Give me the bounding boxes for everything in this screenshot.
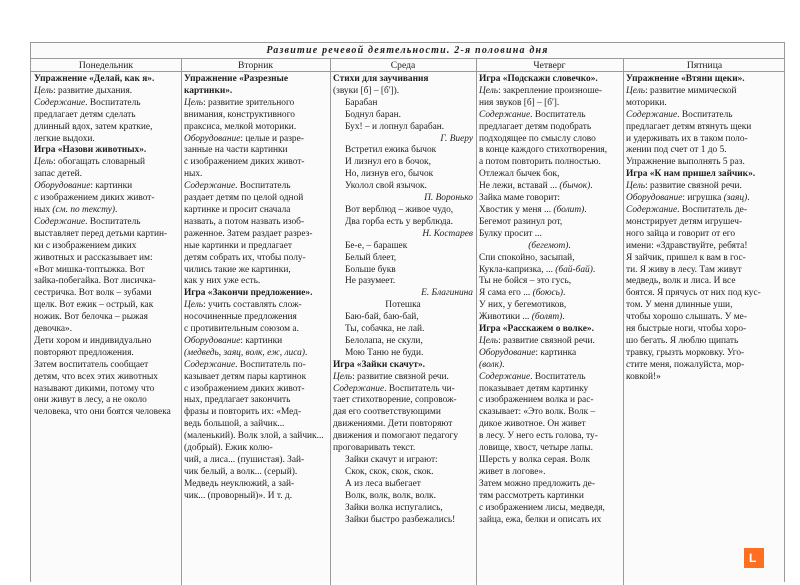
table-title: Развитие речевой деятельности. 2-я половина дня <box>31 43 784 59</box>
text-line: ных (см. по тексту). <box>34 204 118 215</box>
game-title: Игра «Расскажем о волке». <box>479 324 594 335</box>
poem-line: Два горба есть у верблюда. <box>345 216 454 227</box>
text-line: Содержание. Воспитатель де- <box>626 204 747 215</box>
poem-line: Белолапа, не скули, <box>345 335 423 346</box>
text-line: Зайка маме говорит: <box>479 193 561 204</box>
poem-line: Барабан <box>345 97 378 108</box>
text-line: выставляет перед детьми картин- <box>34 228 168 239</box>
text-line: зайца, ежа, белки и описать их <box>479 514 602 525</box>
text-line: моторики. <box>626 97 667 108</box>
text-line: с изображением диких живот- <box>184 383 305 394</box>
text-line: «Вот мишка-топтыжка. Вот <box>34 264 145 275</box>
game-title: Игра «Зайки скачут». <box>333 359 426 370</box>
exercise-title: Упражнение «Втяни щеки». <box>626 74 745 84</box>
text-line: Цель: развитие связной речи. <box>333 371 449 382</box>
text-line: У них, у бегемотиков, <box>479 300 567 311</box>
poem-line: Бе-е, – барашек <box>345 240 408 251</box>
poem-line: Зайки волка испугались, <box>345 502 443 513</box>
text-line: называют дикими, потому что <box>34 383 155 394</box>
text-line: Спи спокойно, засыпай, <box>479 252 575 263</box>
poem-line: Не разумеет. <box>345 276 396 287</box>
column-wednesday <box>330 73 476 585</box>
text-line: дикое животное. Он живет <box>479 419 586 430</box>
text-line: Содержание. Воспитатель <box>626 109 733 120</box>
text-line: Содержание. Воспитатель по- <box>184 359 306 370</box>
poem-line: А из леса выбегает <box>345 478 421 489</box>
text-line: Я зайчик, пришел к вам в гос- <box>626 252 746 263</box>
table-header-row <box>31 59 784 72</box>
text-line: ведь большой, а зайчик... <box>184 419 285 430</box>
game-title: Игра «Подскажи словечко». <box>479 74 598 84</box>
text-line: ножик. Вот белочка – рыжая <box>34 312 148 323</box>
text-line: Упражнение выполнять 5 раз. <box>626 157 745 168</box>
text-line: казывает детям пары картинок <box>184 371 307 382</box>
poem-line: Но, лизнув его, бычок <box>345 169 434 180</box>
text-line: Оборудование: картинки <box>34 181 133 192</box>
text-line: имени: «Здравствуйте, ребята! <box>626 240 748 251</box>
text-line: (медведь, заяц, волк, еж, лиса). <box>184 347 308 358</box>
text-line: длинный вдох, затем краткие, <box>34 121 153 132</box>
poem-line: Уколол свой язычок. <box>345 181 427 192</box>
column-thursday <box>476 73 623 585</box>
text-line: Содержание. Воспитатель чи- <box>333 383 455 394</box>
text-line: ния звуков [б] – [б']. <box>479 97 560 108</box>
poem-author: Н. Костарев <box>422 228 473 239</box>
text-line: раженное. Затем раздает разрез- <box>184 228 313 239</box>
poem-line: Зайки скачут и играют: <box>345 455 438 465</box>
text-line: Цель: развитие связной речи. <box>479 335 595 346</box>
text-line: жении под счет от 1 до 5. <box>626 145 727 156</box>
poem-author: П. Воронько <box>424 193 473 204</box>
text-line: в лесу. У него есть голова, ту- <box>479 431 598 442</box>
text-line: человека, что они боятся человека <box>34 407 171 418</box>
text-line: дая его соответствующими <box>333 407 441 418</box>
text-line: Ты не бойся – это гусь, <box>479 276 572 287</box>
text-line: сказывает: «Это волк. Волк – <box>479 407 596 418</box>
exercise-title: Упражнение «Делай, как я». <box>34 74 155 84</box>
text-line: Отлежал бычек бок, <box>479 169 560 180</box>
header-thursday: Четверг <box>533 60 566 71</box>
header-wednesday: Среда <box>390 60 416 71</box>
text-line: ня быстрые ноги, чтобы хоро- <box>626 324 747 335</box>
text-line: чий, а лиса... (пушистая). Зай- <box>184 455 305 465</box>
text-line: легкие выдохи. <box>34 133 95 144</box>
poem-line: Встретил ежика бычок <box>345 145 437 156</box>
text-line: предлагает детям втянуть щеки <box>626 121 752 132</box>
text-line: чик белый, а волк... (серый). <box>184 466 298 477</box>
text-line: (звуки [б] – [б']). <box>333 85 400 96</box>
text-line: детям собрать их, чтобы полу- <box>184 252 306 263</box>
poem-author: Е. Благинина <box>421 288 473 299</box>
text-line: Цель: развитие дыхания. <box>34 85 133 96</box>
text-line: тает стихотворение, сопровож- <box>333 395 457 406</box>
game-title: Игра «К нам пришел зайчик». <box>626 169 756 180</box>
text-line: Бегемот разинул рот, <box>479 216 563 227</box>
publisher-logo <box>744 548 764 568</box>
text-line: живет в логове». <box>479 466 546 477</box>
text-line: чтобы хорошо слышать. У ме- <box>626 312 747 323</box>
text-line: и удерживать их в таком поло- <box>626 133 748 144</box>
text-line: ных, предлагает закончить <box>184 395 291 406</box>
text-line: Животики ... (болят). <box>479 312 565 323</box>
text-line: Затем можно предложить де- <box>479 478 595 489</box>
exercise-title: картинки». <box>184 85 233 96</box>
text-line: боятся. Я прячусь от них под кус- <box>626 288 761 299</box>
poem-line: Скок, скок, скок, скок. <box>345 466 434 477</box>
text-line: Оборудование: целые и разре- <box>184 133 304 144</box>
text-line: внимания, конструктивного <box>184 109 295 120</box>
text-line: проговаривать текст. <box>333 443 416 454</box>
text-line: Содержание. Воспитатель <box>34 97 141 108</box>
text-line: Хвостик у меня ... (болит). <box>479 204 587 215</box>
text-line: Цель: развитие мимической <box>626 85 737 96</box>
text-line: стите меня, пожалуйста, мор- <box>626 359 745 370</box>
text-line: Булку просит ... <box>479 228 542 239</box>
text-line: Оборудование: игрушка (заяц). <box>626 193 750 204</box>
poem-line: Ты, собачка, не лай. <box>345 324 425 335</box>
text-line: чик... (проворный)». И т. д. <box>184 490 293 501</box>
text-line: занные на части картинки <box>184 145 288 156</box>
text-line: с изображением диких живот- <box>184 157 305 168</box>
text-line: Содержание. Воспитатель <box>184 181 291 192</box>
text-line: зайка-побегайка. Вот лисичка- <box>34 276 156 287</box>
text-line: с изображением диких живот- <box>34 193 155 204</box>
text-line: ного зайца и говорит от его <box>626 228 736 239</box>
text-line: ные картинки и предлагает <box>184 240 292 251</box>
poem-line: Боднул баран. <box>345 109 402 120</box>
poem-line: Вот верблюд – живое чудо, <box>345 204 454 215</box>
text-line: движениями. Дети повторяют <box>333 419 453 430</box>
text-line: Цель: обогащать словарный <box>34 157 146 168</box>
schedule-table <box>30 42 785 582</box>
text-line: Затем воспитатель сообщает <box>34 359 149 370</box>
poem-line: Баю-бай, баю-бай, <box>345 312 419 323</box>
text-line: чились такие же картинки, <box>184 264 291 275</box>
poem-line: Бух! – и лопнул барабан. <box>345 121 445 132</box>
poem-title: Потешка <box>385 300 421 311</box>
text-line: предлагает детям подобрать <box>479 121 592 132</box>
text-line: шо бегать. Я люблю щипать <box>626 335 739 346</box>
text-line: медведь, волк и лиса. И все <box>626 276 736 287</box>
text-line: Цель: учить составлять слож- <box>184 300 302 311</box>
text-line: (волк). <box>479 359 505 370</box>
column-friday <box>623 73 786 585</box>
header-tuesday: Вторник <box>238 60 273 71</box>
text-line: ных. <box>184 169 203 180</box>
text-line: как у них уже есть. <box>184 276 261 287</box>
text-line: подходящее по смыслу слово <box>479 133 596 144</box>
text-line: том. У меня длинные уши, <box>626 300 733 311</box>
text-line: Шерсть у волка серая. Волк <box>479 455 591 465</box>
text-line: (бегемот). <box>528 240 571 251</box>
header-friday: Пятница <box>686 60 723 71</box>
text-line: с изображением лисы, медведя, <box>479 502 605 513</box>
logo-letter: L <box>749 551 757 565</box>
text-line: в конце каждого стихотворения, <box>479 145 608 156</box>
header-monday: Понедельник <box>78 60 134 71</box>
text-line: фразы и повторить их: «Мед- <box>184 407 302 418</box>
poem-line: Зайки быстро разбежались! <box>345 514 456 525</box>
text-line: с изображением волка и рас- <box>479 395 594 406</box>
text-line: Цель: развитие связной речи. <box>626 181 742 192</box>
game-title: Игра «Назови животных». <box>34 145 147 156</box>
text-line: щелк. Вот ежик – острый, как <box>34 300 154 311</box>
poem-line: Больше букв <box>345 264 396 275</box>
text-line: травку, грызть морковку. Уго- <box>626 347 745 358</box>
text-line: Я сама его ... (боюсь). <box>479 288 566 299</box>
text-line: праксиса, мелкой моторики. <box>184 121 297 132</box>
column-monday <box>31 73 181 585</box>
text-line: девочка». <box>34 324 73 335</box>
poem-line: И лизнул его в бочок, <box>345 157 431 168</box>
text-line: Цель: развитие зрительного <box>184 97 295 108</box>
text-line: Оборудование: картинки <box>184 335 283 346</box>
poems-title: Стихи для заучивания <box>333 74 429 84</box>
column-tuesday <box>181 73 330 585</box>
text-line: носочиненные предложения <box>184 312 297 323</box>
text-line: запас детей. <box>34 169 82 180</box>
text-line: ковкой!» <box>626 371 661 382</box>
text-line: они живут в лесу, а не около <box>34 395 147 406</box>
text-line: тям рассмотреть картинки <box>479 490 584 501</box>
poem-line: Волк, волк, волк, волк. <box>345 490 436 501</box>
text-line: ти. Я живу в лесу. Там живут <box>626 264 742 275</box>
text-line: назвать, а потом назвать изоб- <box>184 216 305 227</box>
text-line: Кукла-капризка, ... (бай-бай). <box>479 264 596 275</box>
text-line: (маленький). Волк злой, а зайчик... <box>184 431 324 442</box>
text-line: с противительным союзом а. <box>184 324 299 335</box>
text-line: показывает детям картинку <box>479 383 589 394</box>
game-title: Игра «Закончи предложение». <box>184 288 313 299</box>
text-line: Содержание. Воспитатель <box>34 216 141 227</box>
text-line: ловище, хвост, четыре лапы. <box>479 443 593 454</box>
text-line: картинке и просит сначала <box>184 204 291 215</box>
text-line: Оборудование: картинка <box>479 347 577 358</box>
text-line: Дети хором и индивидуально <box>34 335 152 346</box>
poem-author: Г. Виеру <box>440 133 473 144</box>
text-line: а потом повторить полностью. <box>479 157 601 168</box>
text-line: (добрый). Ежик колю- <box>184 443 273 454</box>
text-line: ки с изображением диких <box>34 240 137 251</box>
text-line: сестричка. Вот волк – зубами <box>34 288 152 299</box>
text-line: Цель: закрепление произноше- <box>479 85 602 96</box>
text-line: движения и помогают педагогу <box>333 431 459 442</box>
exercise-title: Упражнение «Разрезные <box>184 74 288 84</box>
text-line: раздает детям по целой одной <box>184 193 304 204</box>
text-line: детям, что всех этих животных <box>34 371 158 382</box>
poem-line: Белый блеет, <box>345 252 397 263</box>
text-line: Содержание. Воспитатель <box>479 109 586 120</box>
text-line: предлагает детям сделать <box>34 109 136 120</box>
text-line: Содержание. Воспитатель <box>479 371 586 382</box>
text-line: Медведь неуклюжий, а зай- <box>184 478 295 489</box>
poem-line: Мою Таню не буди. <box>345 347 424 358</box>
text-line: монстрирует детям игрушеч- <box>626 216 743 227</box>
text-line: Не лежи, вставай ... (бычок). <box>479 181 593 192</box>
text-line: повторяют предложения. <box>34 347 134 358</box>
text-line: животных и рассказывает им: <box>34 252 153 263</box>
